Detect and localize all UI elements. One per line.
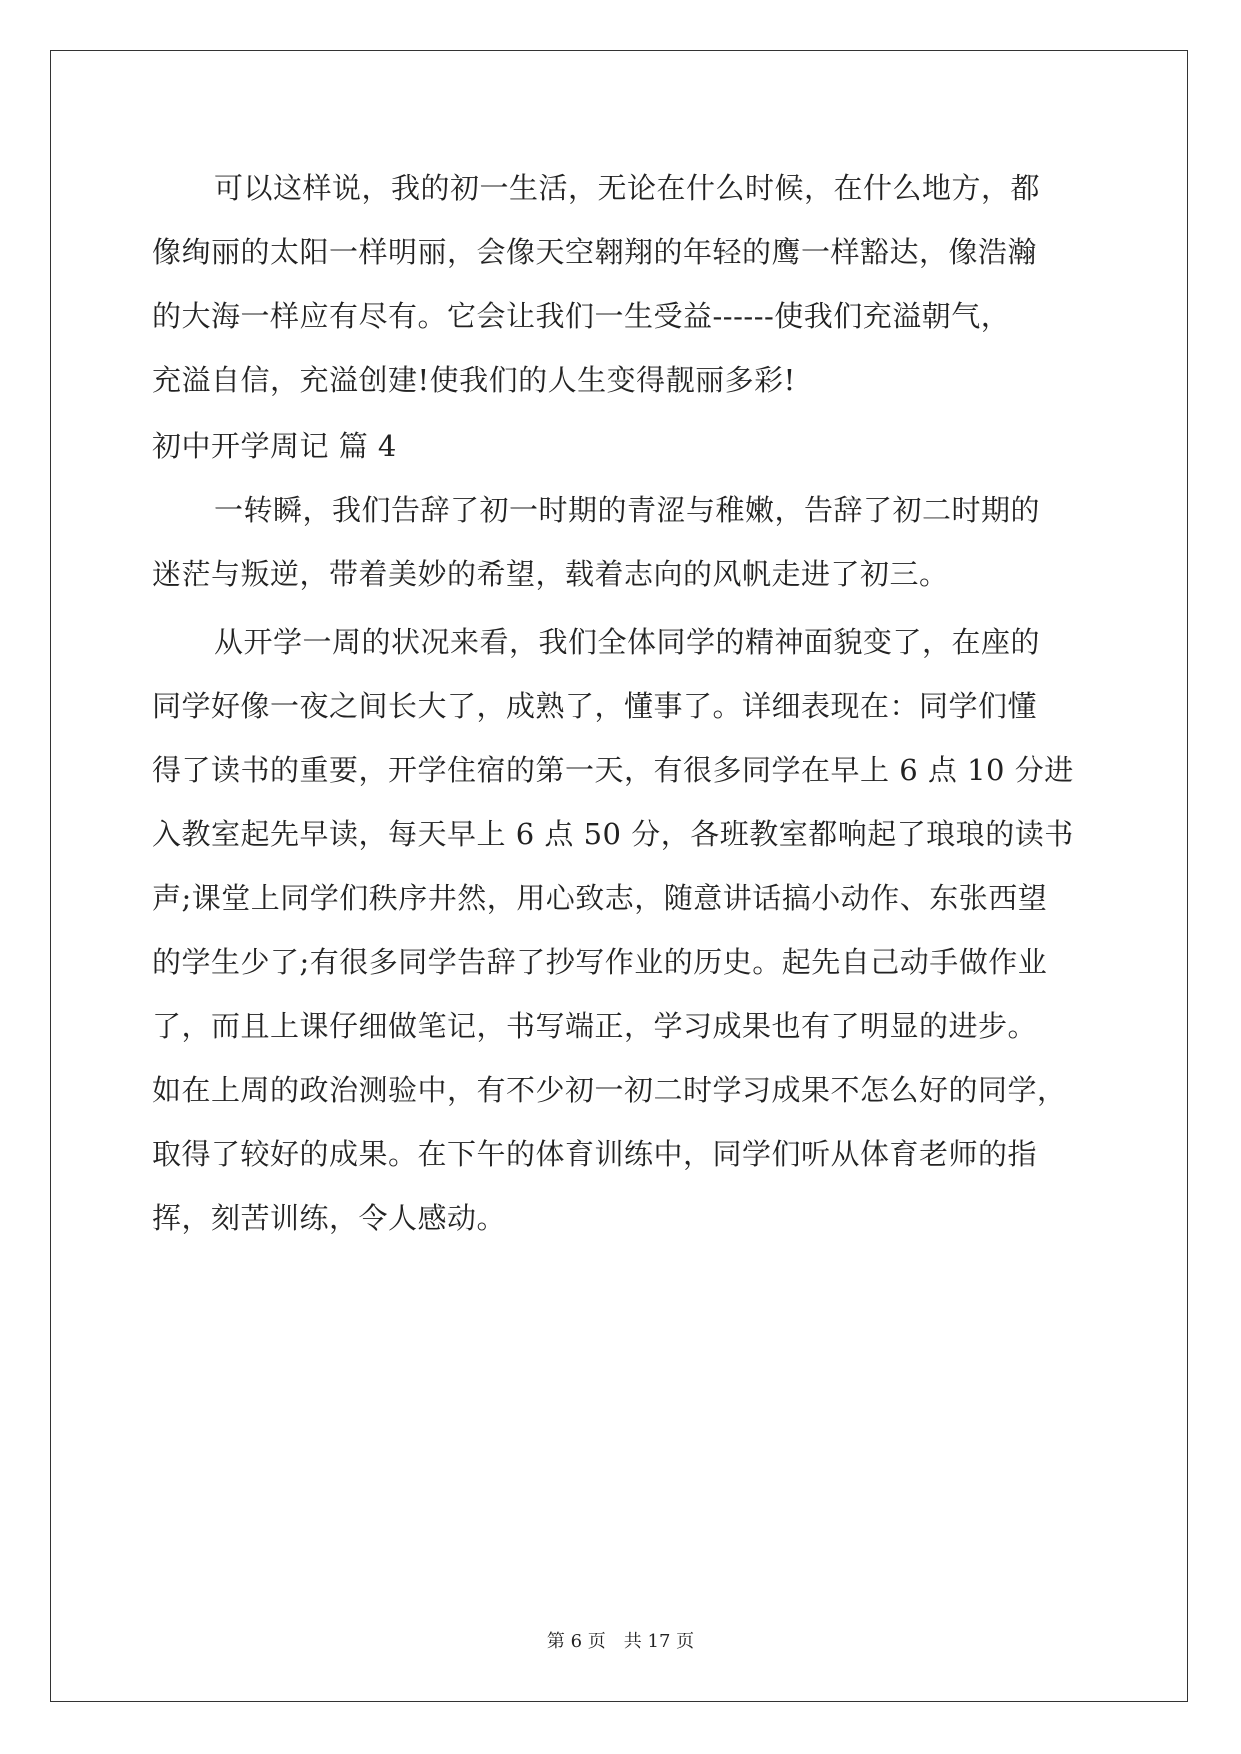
paragraph-line: 如在上周的政治测验中，有不少初一初二时学习成果不怎么好的同学， bbox=[152, 1073, 1067, 1107]
paragraph-line: 了，而且上课仔细做笔记，书写端正，学习成果也有了明显的进步。 bbox=[152, 1009, 1038, 1043]
paragraph-line: 得了读书的重要，开学住宿的第一天，有很多同学在早上 6 点 10 分进 bbox=[152, 753, 1074, 787]
paragraph-line: 一转瞬，我们告辞了初一时期的青涩与稚嫩，告辞了初二时期的 bbox=[214, 493, 1041, 527]
section-heading: 初中开学周记 篇 4 bbox=[152, 429, 397, 463]
paragraph-line: 入教室起先早读，每天早上 6 点 50 分，各班教室都响起了琅琅的读书 bbox=[152, 817, 1074, 851]
paragraph-line: 可以这样说，我的初一生活，无论在什么时候，在什么地方，都 bbox=[214, 171, 1041, 205]
paragraph-line: 的学生少了;有很多同学告辞了抄写作业的历史。起先自己动手做作业 bbox=[152, 945, 1048, 979]
page-footer bbox=[0, 1630, 1241, 1654]
paragraph-line: 声;课堂上同学们秩序井然，用心致志，随意讲话搞小动作、东张西望 bbox=[152, 881, 1048, 915]
paragraph-line: 挥，刻苦训练，令人感动。 bbox=[152, 1201, 507, 1235]
paragraph-line: 取得了较好的成果。在下午的体育训练中，同学们听从体育老师的指 bbox=[152, 1137, 1038, 1171]
paragraph-line: 迷茫与叛逆，带着美妙的希望，载着志向的风帆走进了初三。 bbox=[152, 557, 949, 591]
total-pages-label: 共 17 页 bbox=[623, 1631, 695, 1652]
paragraph-line: 从开学一周的状况来看，我们全体同学的精神面貌变了，在座的 bbox=[214, 625, 1041, 659]
paragraph-line: 的大海一样应有尽有。它会让我们一生受益------使我们充溢朝气， bbox=[152, 299, 1011, 333]
paragraph-line: 像绚丽的太阳一样明丽，会像天空翱翔的年轻的鹰一样豁达，像浩瀚 bbox=[152, 235, 1038, 269]
paragraph-line: 同学好像一夜之间长大了，成熟了，懂事了。详细表现在：同学们懂 bbox=[152, 689, 1038, 723]
paragraph-line: 充溢自信，充溢创建!使我们的人生变得靓丽多彩! bbox=[152, 363, 796, 397]
page-number-label: 第 6 页 bbox=[546, 1631, 606, 1652]
